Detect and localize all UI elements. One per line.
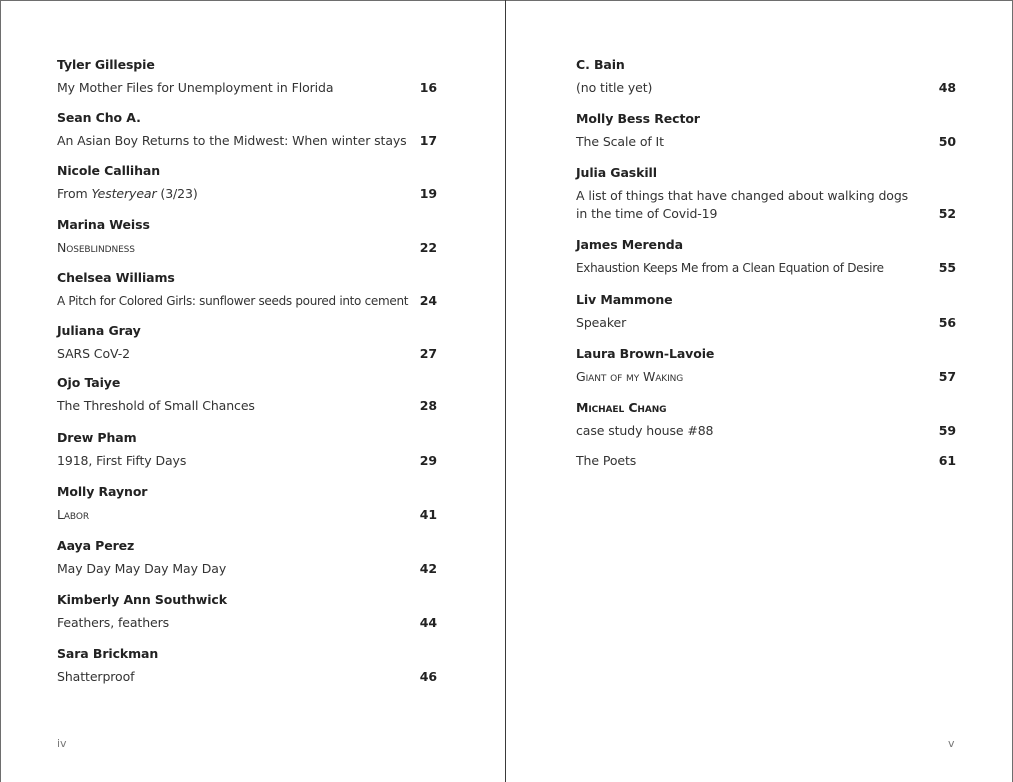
toc-entry[interactable] (57, 646, 437, 686)
entry-title-row (57, 132, 437, 150)
entry-title: Shatterproof (57, 669, 135, 684)
entry-page-number: 52 (938, 206, 956, 221)
entry-page-number: 46 (419, 669, 437, 684)
page-gutter (505, 0, 506, 782)
entry-title-row (57, 614, 437, 632)
entry-page-number: 59 (938, 423, 956, 438)
entry-title-row (57, 452, 437, 470)
entry-title: Speaker (576, 315, 627, 330)
entry-page-number: 48 (938, 80, 956, 95)
entry-author: Kimberly Ann Southwick (57, 592, 227, 607)
entry-author: Michael Chang (576, 400, 667, 415)
entry-title-row (57, 668, 437, 686)
entry-author: Tyler Gillespie (57, 57, 155, 72)
entry-author: Aaya Perez (57, 538, 135, 553)
toc-entry[interactable] (576, 57, 956, 97)
entry-page-number: 50 (938, 134, 956, 149)
entry-author: Julia Gaskill (576, 165, 657, 180)
entry-author: Drew Pham (57, 430, 137, 445)
entry-page-number: 55 (938, 260, 956, 275)
entry-title: The Scale of It (576, 134, 664, 149)
toc-entry[interactable] (576, 346, 956, 386)
toc-entry[interactable] (57, 110, 437, 150)
entry-title-italic: Yesteryear (91, 186, 157, 201)
entry-title-row (576, 79, 956, 97)
toc-entry[interactable] (57, 217, 437, 257)
toc-entry[interactable] (576, 165, 956, 223)
entry-title-row (57, 397, 437, 415)
entry-title-row (57, 79, 437, 97)
entry-title-row (576, 422, 956, 440)
entry-title: A Pitch for Colored Girls: sunflower seeds poured into cement (57, 294, 409, 308)
entry-page-number: 22 (419, 240, 437, 255)
toc-entry[interactable] (57, 430, 437, 470)
toc-entry[interactable] (576, 237, 956, 277)
entry-title-row (57, 239, 437, 257)
entry-page-number: 17 (419, 133, 437, 148)
entry-title-row (57, 560, 437, 578)
entry-author: Nicole Callihan (57, 163, 161, 178)
entry-title-prefix: From (57, 186, 92, 201)
entry-author: James Merenda (576, 237, 683, 252)
entry-author: Liv Mammone (576, 292, 673, 307)
entry-title-row (57, 506, 437, 524)
entry-page-number: 44 (419, 615, 437, 630)
toc-entry[interactable] (57, 538, 437, 578)
entry-title: My Mother Files for Unemployment in Florida (57, 80, 334, 95)
entry-title: An Asian Boy Returns to the Midwest: When winter stays (57, 133, 407, 148)
entry-title: May Day May Day May Day (57, 561, 227, 576)
entry-title: Labor (57, 507, 89, 522)
entry-title: (no title yet) (576, 80, 653, 95)
left-page (0, 0, 505, 782)
entry-title: A list of things that have changed about walking dogs in the time of Covid-19 (576, 188, 909, 221)
entry-page-number: 27 (419, 346, 437, 361)
entry-author: Sara Brickman (57, 646, 159, 661)
entry-page-number: 42 (419, 561, 437, 576)
entry-title-row (576, 314, 956, 332)
entry-author: Marina Weiss (57, 217, 150, 232)
toc-entry[interactable] (57, 592, 437, 632)
entry-page-number: 56 (938, 315, 956, 330)
entry-title-row (57, 185, 437, 203)
entry-author: Molly Raynor (57, 484, 148, 499)
entry-author: C. Bain (576, 57, 625, 72)
entry-title-suffix: (3/23) (156, 186, 198, 201)
entry-page-number: 24 (419, 293, 437, 308)
entry-title: Exhaustion Keeps Me from a Clean Equation of Desire (576, 261, 884, 275)
entry-title: 1918, First Fifty Days (57, 453, 187, 468)
toc-entry[interactable] (57, 163, 437, 203)
entry-title-row (576, 368, 956, 386)
toc-entry[interactable] (576, 111, 956, 151)
entry-title: Feathers, feathers (57, 615, 170, 630)
entry-title: Giant of my Waking (576, 369, 684, 384)
entry-author: Molly Bess Rector (576, 111, 700, 126)
toc-entry-poets[interactable] (576, 452, 956, 470)
toc-entry[interactable] (57, 270, 437, 310)
entry-page-number: 28 (419, 398, 437, 413)
toc-entry[interactable] (57, 375, 437, 415)
entry-title-row (576, 452, 956, 470)
entry-page-number: 19 (419, 186, 437, 201)
entry-title-row (576, 187, 956, 223)
toc-entry[interactable] (57, 323, 437, 363)
entry-title-row (576, 133, 956, 151)
entry-title: The Poets (576, 453, 637, 468)
entry-page-number: 41 (419, 507, 437, 522)
page-folio: iv (57, 737, 67, 750)
entry-title-row (57, 345, 437, 363)
entry-page-number: 29 (419, 453, 437, 468)
toc-entry[interactable] (57, 484, 437, 524)
page-folio: v (948, 737, 955, 750)
entry-author: Chelsea Williams (57, 270, 175, 285)
right-page (507, 0, 1012, 782)
entry-title: Noseblindness (57, 240, 135, 255)
entry-title-row (576, 259, 956, 277)
entry-author: Sean Cho A. (57, 110, 141, 125)
entry-author: Ojo Taiye (57, 375, 121, 390)
entry-author: Juliana Gray (57, 323, 141, 338)
entry-title (57, 185, 437, 203)
entry-page-number: 57 (938, 369, 956, 384)
entry-page-number: 16 (419, 80, 437, 95)
entry-title: case study house #88 (576, 423, 714, 438)
entry-title: SARS CoV-2 (57, 346, 130, 361)
entry-page-number: 61 (938, 453, 956, 468)
toc-entry[interactable] (57, 57, 437, 97)
entry-title-row (57, 292, 437, 310)
entry-title: The Threshold of Small Chances (57, 398, 255, 413)
toc-entry[interactable] (576, 292, 956, 332)
toc-entry[interactable] (576, 400, 956, 440)
entry-author: Laura Brown-Lavoie (576, 346, 715, 361)
